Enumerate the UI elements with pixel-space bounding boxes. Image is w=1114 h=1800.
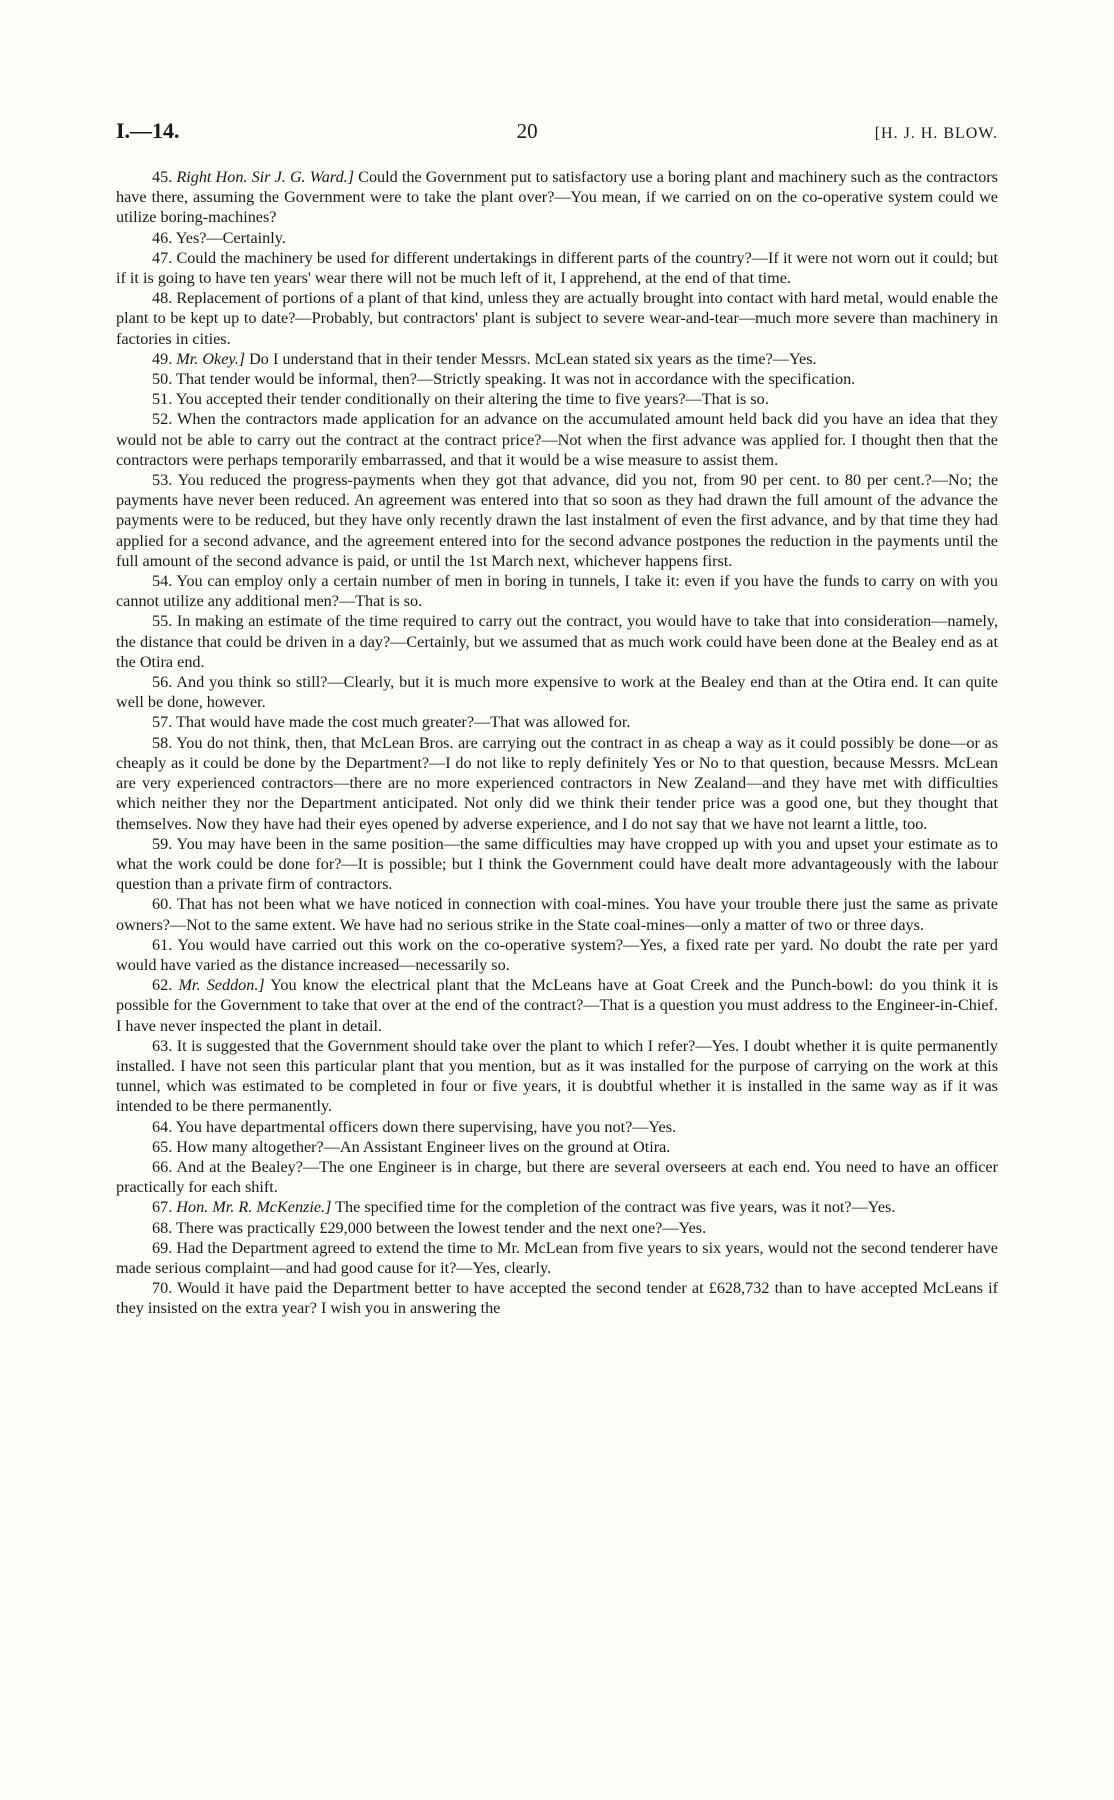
question-paragraph [116,369,998,389]
question-paragraph [116,1197,998,1217]
question-paragraph [116,409,998,470]
page-header [116,118,998,144]
question-number: 64. [152,1117,176,1136]
question-text: You know the electrical plant that the McLeans have at Goat Creek and the Punch-bowl: do you think it is possible for the Government to take that over at the end of the contract?—That is a question you must address to the Engineer-in-Chief. I have never inspected the plant in detail. [116,976,999,1035]
page-number: 20 [516,119,538,143]
question-number: 46. [152,228,176,247]
question-paragraph [116,1117,998,1137]
question-number: 55. [152,612,177,631]
question-paragraph [116,611,998,672]
question-paragraph [116,470,998,571]
question-paragraph [116,228,998,248]
document-body [116,167,998,1319]
question-paragraph [116,389,998,409]
question-text: How many altogether?—An Assistant Engineer lives on the ground at Otira. [176,1137,671,1156]
question-text: You accepted their tender conditionally on their altering the time to five years?—That is so. [175,390,769,409]
question-text: Do I understand that in their tender Messrs. McLean stated six years as the time?—Yes. [245,349,817,368]
speaker-name: Mr. Okey.] [176,349,246,368]
question-paragraph [116,975,998,1036]
question-number: 62. [152,976,179,995]
question-text: And you think so still?—Clearly, but it is much more expensive to work at the Bealey end than at the Otira end. It can quite well be done, however. [116,673,998,712]
question-text: You reduced the progress-payments when they got that advance, did you not, from 90 per cent. to 80 per cent.?—No; the payments have never been reduced. An agreement was entered into that so soon as they had drawn the full amount of the advance the payments were to be reduced, but they have only recently drawn the last instalment of even the first advance, and by that time they had applied for a second advance, and the agreement entered into for the second advance postpones the reduction in the payments until the full amount of the second advance is paid, or until the 1st March next, whichever happens first. [116,471,999,570]
question-number: 47. [152,248,177,267]
question-paragraph [116,894,998,934]
question-paragraph [116,1238,998,1278]
question-number: 49. [152,349,177,368]
question-number: 60. [152,895,177,914]
question-number: 57. [152,713,176,732]
speaker-name: Right Hon. Sir J. G. Ward.] [176,168,355,186]
question-number: 61. [152,935,178,954]
question-number: 63. [152,1036,177,1055]
question-text: You can employ only a certain number of men in boring in tunnels, I take it: even if you have the funds to carry on with you cannot utilize any additional men?—That is so. [116,572,998,611]
question-paragraph [116,349,998,369]
question-text: Could the machinery be used for different undertakings in different parts of the country?—If it were not worn out it could; but if it is going to have ten years' wear there will not be much left of it, I apprehend, at the end of that time. [116,248,998,288]
question-text: And at the Bealey?—The one Engineer is in charge, but there are several overseers at each end. You need to have an officer practically for each shift. [116,1157,998,1197]
question-text: There was practically £29,000 between the lowest tender and the next one?—Yes. [176,1218,707,1237]
question-number: 56. [152,673,177,692]
question-text: The specified time for the completion of the contract was five years, was it not?—Yes. [331,1198,896,1217]
question-text: You may have been in the same position—the same difficulties may have cropped up with you and upset your estimate as to what the work could be done for?—It is possible; but I think the Government could have dealt more advantageously with the labour question than a private firm of contractors. [116,834,998,894]
question-text: Yes?—Certainly. [175,228,286,247]
question-text: When the contractors made application for an advance on the accumulated amount held back did you have an idea that they would not be able to carry out the contract at the contract price?—Not when the first advance was applied for. I thought then that the contractors were perhaps temporarily embarrassed, and that it would be a wise measure to assist them. [116,410,998,469]
question-number: 54. [152,572,177,591]
question-number: 50. [152,370,176,389]
question-text: You would have carried out this work on the co-operative system?—Yes, a fixed rate per yard. No doubt the rate per yard would have varied as the distance increased—necessarily so. [116,935,998,974]
question-paragraph [116,1218,998,1238]
question-text: You have departmental officers down there supervising, have you not?—Yes. [175,1117,677,1136]
question-number: 45. [152,168,177,186]
question-paragraph [116,712,998,732]
question-text: Replacement of portions of a plant of that kind, unless they are actually brought into contact with hard metal, would enable the plant to be kept up to date?—Probably, but contractors' plant is subject to severe wear-and-tear—much more severe than machinery in factories in cities. [116,289,999,348]
question-number: 52. [152,410,178,429]
question-paragraph [116,1278,998,1318]
question-paragraph [116,167,998,228]
question-number: 58. [152,733,177,752]
question-number: 70. [152,1279,178,1298]
question-text: It is suggested that the Government should take over the plant to which I refer?—Yes. I doubt whether it is quite permanently installed. I have not seen this particular plant that you mention, but as it was installed for the purpose of carrying on the work at this tunnel, which was estimated to be completed in four or five years, it is doubtful whether it is installed in the same way as if it was intended to be there permanently. [116,1036,999,1116]
question-paragraph [116,248,998,288]
question-number: 68. [152,1218,176,1237]
question-text: You do not think, then, that McLean Bros. are carrying out the contract in as cheap a way as it could possibly be done—or as cheaply as it could be done by the Department?—I do not like to reply definitely Yes or No to that question, because Messrs. McLean are very experienced contractors—there are no more experienced contractors in New Zealand—and they have met with difficulties which neither they nor the Department anticipated. Not only did we think their tender price was a good one, but they thought that themselves. Now they have had their eyes opened by adverse experience, and I do not say that we have not learnt a little, too. [116,733,998,833]
question-number: 48. [152,289,177,308]
question-paragraph [116,834,998,895]
question-paragraph [116,1036,998,1117]
question-text: That tender would be informal, then?—Strictly speaking. It was not in accordance with the specification. [176,370,856,389]
question-number: 59. [152,834,177,853]
question-number: 67. [152,1198,177,1217]
question-number: 65. [152,1137,177,1156]
question-number: 69. [152,1238,177,1257]
document-reference: I.—14. [116,118,180,143]
speaker-name: Hon. Mr. R. McKenzie.] [176,1198,332,1217]
question-paragraph [116,733,998,834]
question-number: 53. [152,471,178,490]
question-text: In making an estimate of the time required to carry out the contract, you would have to take that into consideration—namely, the distance that could be driven in a day?—Certainly, but we assumed that as much work could have been done at the Bealey end as at the Otira end. [116,612,998,671]
question-number: 66. [152,1157,177,1176]
question-text: That has not been what we have noticed in connection with coal-mines. You have your trouble there just the same as private owners?—Not to the same extent. We have had no serious strike in the State coal-mines—only a matter of two or three days. [116,895,998,934]
question-paragraph [116,571,998,611]
question-number: 51. [152,390,176,409]
question-text: Would it have paid the Department better to have accepted the second tender at £628,732 than to have accepted McLeans if they insisted on the extra year? I wish you in answering the [116,1279,998,1318]
question-paragraph [116,1137,998,1157]
question-text: Had the Department agreed to extend the time to Mr. McLean from five years to six years, would not the second tenderer have made serious complaint—and had good cause for it?—Yes, clearly. [116,1238,998,1277]
witness-name: [H. J. H. BLOW. [874,125,998,142]
question-paragraph [116,935,998,975]
question-paragraph [116,672,998,712]
speaker-name: Mr. Seddon.] [178,976,265,995]
question-paragraph [116,1157,998,1197]
question-text: That would have made the cost much greater?—That was allowed for. [176,713,631,732]
question-text: Could the Government put to satisfactory use a boring plant and machinery such as the contractors have there, assuming the Government were to take the plant over?—You mean, if we carried on on the co-operative system could we utilize boring-machines? [116,168,998,227]
question-paragraph [116,288,998,349]
